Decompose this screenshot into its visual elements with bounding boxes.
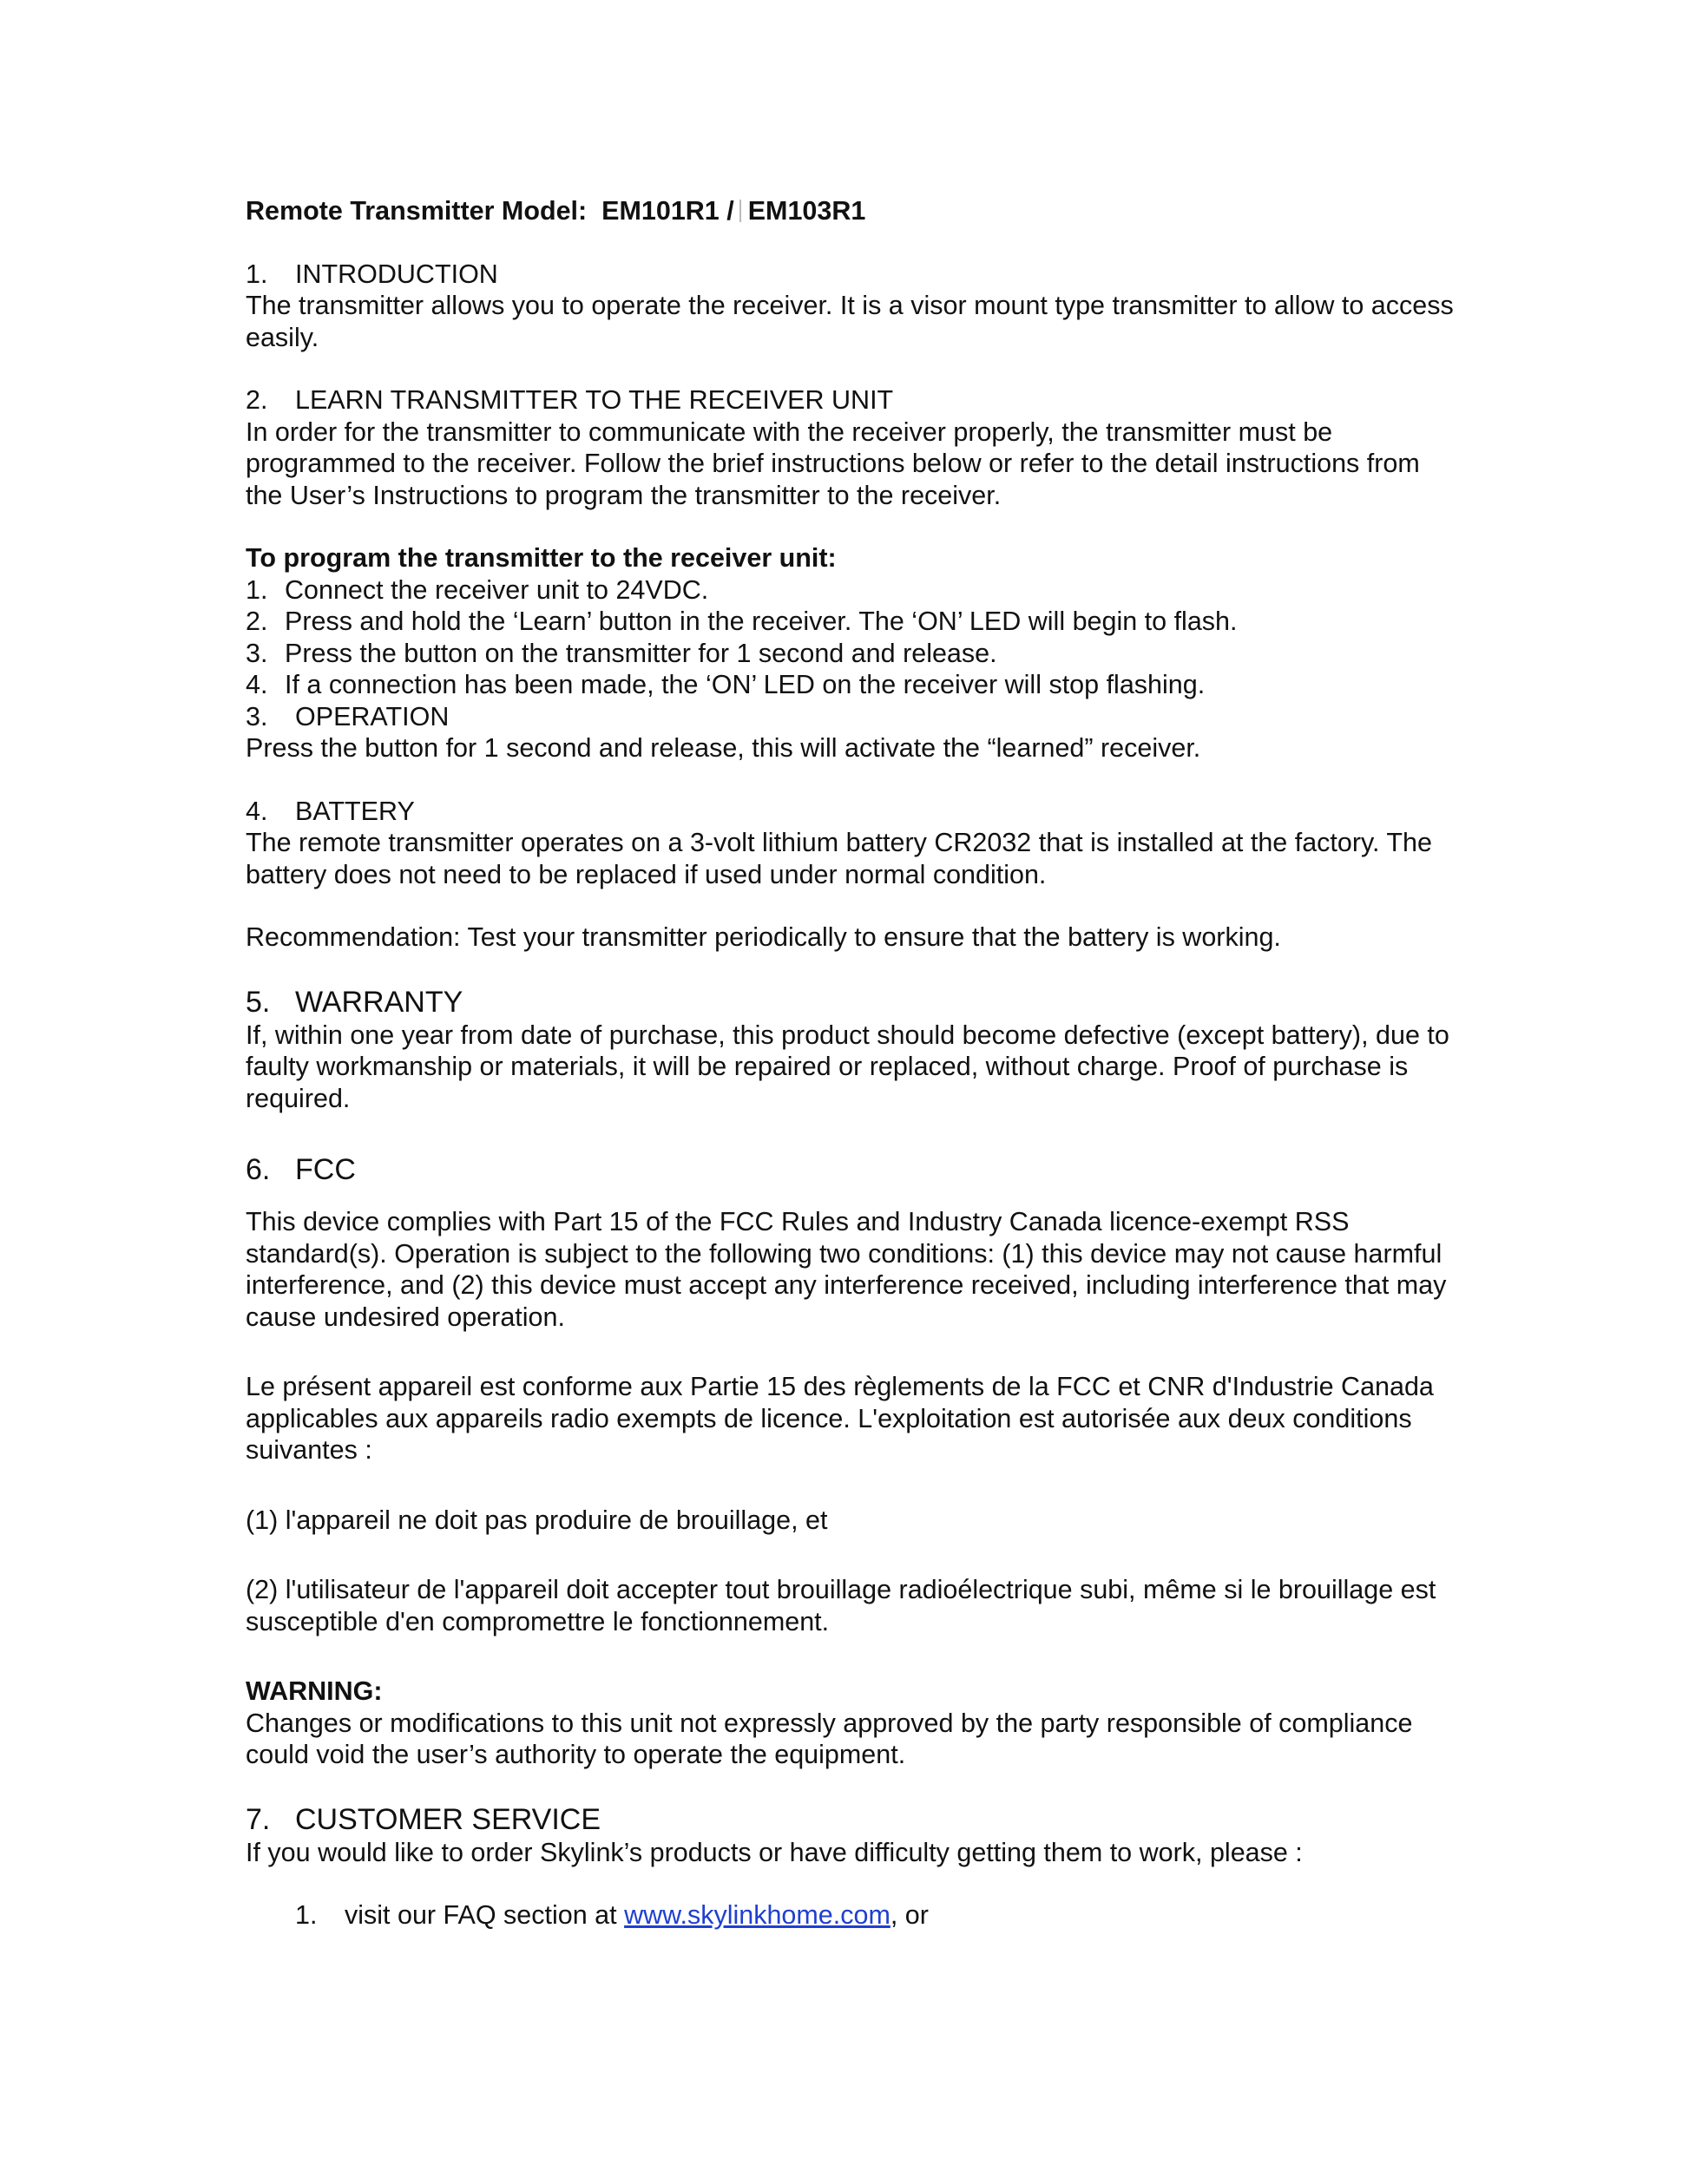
item-text xyxy=(345,1899,929,1931)
program-steps xyxy=(246,574,1461,701)
step-text: If a connection has been made, the ‘ON’ LED on the receiver will stop flashing. xyxy=(285,670,1206,699)
list-item xyxy=(246,606,1461,638)
warranty-body: If, within one year from date of purchase, this product should become defective (except battery), due to faulty workmanship or materials, it will be repaired or replaced, without charge. Proof of purchase is required. xyxy=(246,1020,1449,1113)
step-text: Press and hold the ‘Learn’ button in the receiver. The ‘ON’ LED will begin to flash. xyxy=(285,607,1238,636)
section-title: INTRODUCTION xyxy=(295,259,498,289)
item-number: 1. xyxy=(295,1900,318,1930)
website-link[interactable]: www.skylinkhome.com xyxy=(624,1900,891,1930)
list-item xyxy=(246,574,1461,607)
step-number: 3. xyxy=(246,638,268,668)
section-title: FCC xyxy=(295,1153,356,1186)
section-number: 7. xyxy=(246,1802,271,1836)
introduction-body: The transmitter allows you to operate the receiver. It is a visor mount type transmitter to allow to access easily. xyxy=(246,291,1454,352)
section-number: 6. xyxy=(246,1153,271,1186)
step-text: Connect the receiver unit to 24VDC. xyxy=(285,574,709,605)
section-title: WARRANTY xyxy=(295,985,463,1019)
model-number-b: EM103R1 xyxy=(747,196,866,226)
fcc-condition-2: (2) l'utilisateur de l'appareil doit accepter tout brouillage radioélectrique subi, même si le brouillage est susceptible d'en compromettre le fonctionnement. xyxy=(246,1575,1436,1636)
document-content xyxy=(246,195,1461,1931)
program-subheading: To program the transmitter to the receiver unit: xyxy=(246,543,837,573)
operation-body: Press the button for 1 second and release, this will activate the “learned” receiver. xyxy=(246,733,1201,763)
section-heading-learn xyxy=(246,384,1461,416)
step-number: 2. xyxy=(246,607,268,636)
section-title: BATTERY xyxy=(295,796,415,826)
step-number: 4. xyxy=(246,670,268,699)
section-heading-customer-service xyxy=(246,1802,1461,1837)
section-number: 4. xyxy=(246,796,268,826)
customer-service-body: If you would like to order Skylink’s products or have difficulty getting them to work, please : xyxy=(246,1837,1303,1867)
warning-label: WARNING: xyxy=(246,1676,383,1706)
section-number: 3. xyxy=(246,701,268,731)
step-text: Press the button on the transmitter for 1 second and release. xyxy=(285,638,997,668)
fcc-condition-1: (1) l'appareil ne doit pas produire de brouillage, et xyxy=(246,1505,828,1535)
learn-body: In order for the transmitter to communicate with the receiver properly, the transmitter must be programmed to the receiver. Follow the brief instructions below or refer to the detail instructions from the User’s Instructions to program the transmitter to the receiver. xyxy=(246,416,1420,510)
battery-body: The remote transmitter operates on a 3-volt lithium battery CR2032 that is installed at the factory. The battery does not need to be replaced if used under normal condition. xyxy=(246,828,1432,889)
section-heading-operation xyxy=(246,701,1461,733)
document-title xyxy=(246,195,1461,227)
fcc-body-french: Le présent appareil est conforme aux Partie 15 des règlements de la FCC et CNR d'Industrie Canada applicables aux appareils radio exempts de licence. L'exploitation est autorisée aux deux conditions suivantes : xyxy=(246,1372,1434,1465)
fcc-body-english: This device complies with Part 15 of the FCC Rules and Industry Canada licence-exempt RSS standard(s). Operation is subject to the following two conditions: (1) this device may not cause harmful interference, and (2) this device must accept any interference received, including interference that may cause undesired operation. xyxy=(246,1207,1447,1332)
section-title: OPERATION xyxy=(295,701,450,731)
list-item xyxy=(246,638,1461,670)
warning-body: Changes or modifications to this unit not expressly approved by the party responsible of compliance could void the user’s authority to operate the equipment. xyxy=(246,1708,1413,1769)
model-number-a: EM101R1 / xyxy=(601,196,734,226)
battery-recommendation: Recommendation: Test your transmitter periodically to ensure that the battery is working. xyxy=(246,922,1281,952)
section-number: 1. xyxy=(246,259,268,289)
list-item xyxy=(246,669,1461,701)
section-number: 2. xyxy=(246,385,268,415)
section-heading-fcc xyxy=(246,1152,1461,1187)
list-item xyxy=(246,1899,1461,1931)
section-heading-introduction xyxy=(246,259,1461,291)
section-title: LEARN TRANSMITTER TO THE RECEIVER UNIT xyxy=(295,385,894,415)
section-title: CUSTOMER SERVICE xyxy=(295,1802,601,1836)
section-number: 5. xyxy=(246,985,271,1019)
step-number: 1. xyxy=(246,574,268,605)
title-label: Remote Transmitter Model: xyxy=(246,196,588,226)
item-suffix: , or xyxy=(890,1900,929,1930)
section-heading-battery xyxy=(246,796,1461,828)
separator-mark xyxy=(739,200,741,222)
item-prefix: visit our FAQ section at xyxy=(345,1900,625,1930)
section-heading-warranty xyxy=(246,985,1461,1020)
